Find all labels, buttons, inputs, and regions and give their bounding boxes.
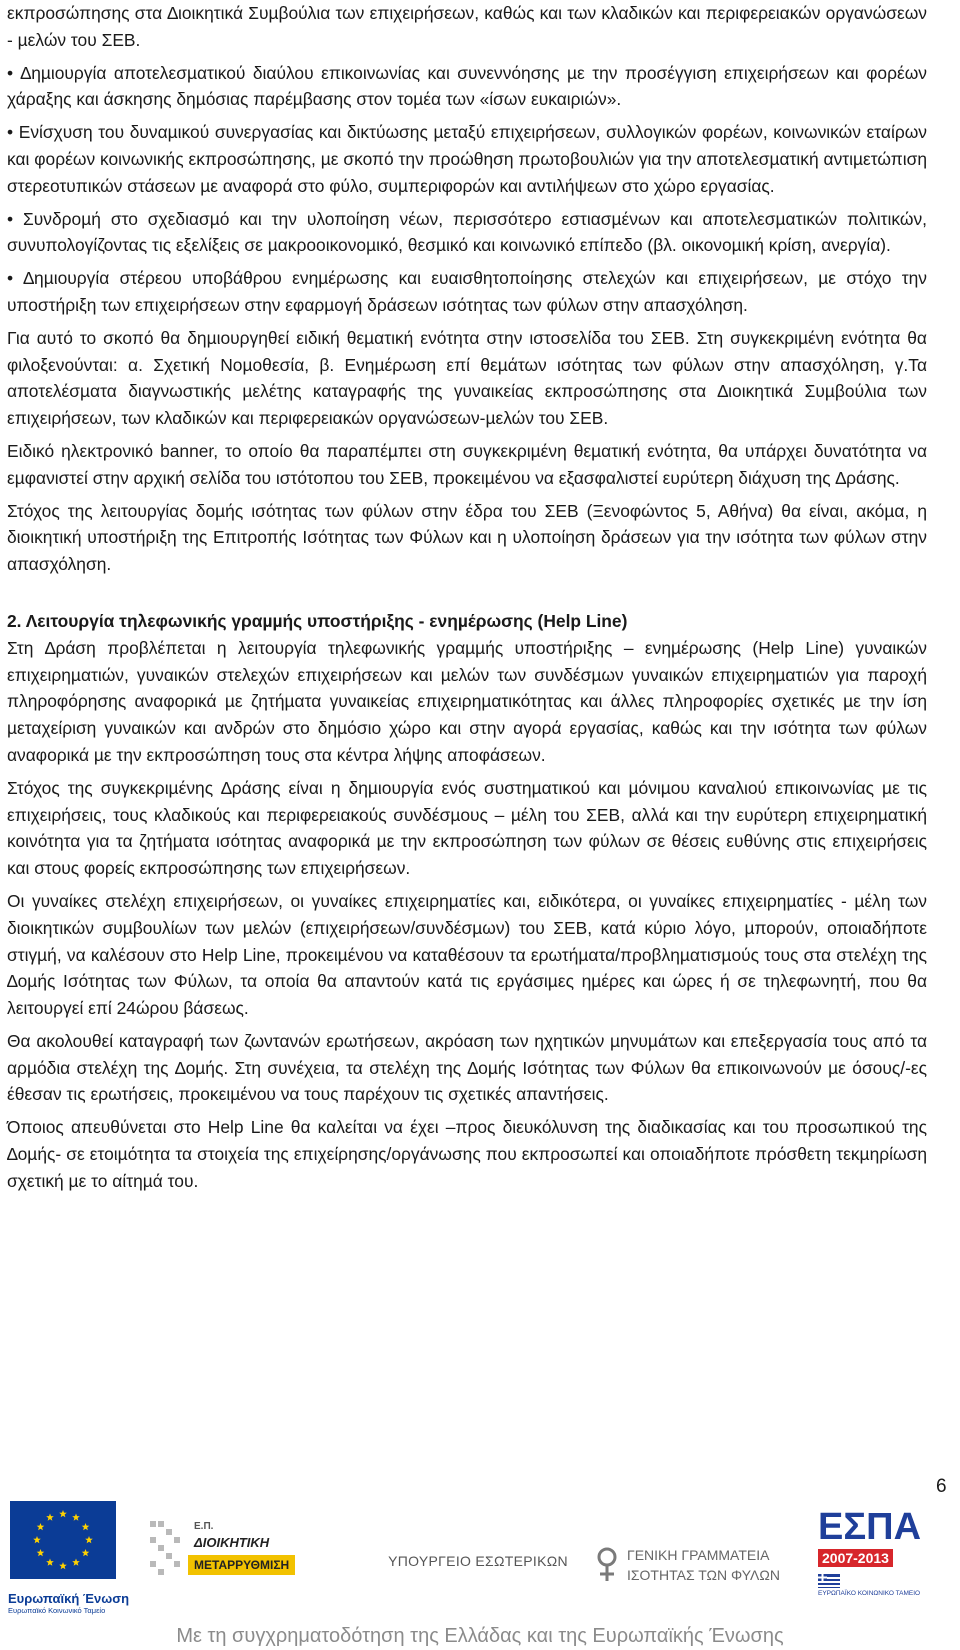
bullet-paragraph: • ∆ηµιουργία αποτελεσµατικού διαύλου επικοινωνίας και συνεννόησης µε την προσέγγιση επιχειρήσεων και φορέων χάραξης και άσκησης δηµόσιας παρέµβασης στον τοµέα των «ίσων ευκαιριών». — [7, 62, 927, 110]
ep-logo — [148, 1513, 328, 1603]
bullet-paragraph: • Συνδροµή στο σχεδιασµό και την υλοποίηση νέων, περισσότερο εστιασµένων και αποτελεσµατικών πολιτικών, συνυπολογίζοντας τις εξελίξεις σε µακροοικονοµικό, θεσµικό και κοινωνικό επίπεδο (βλ. οικονοµική κρίση, ανεργία). — [7, 208, 927, 256]
funding-logos — [8, 1493, 928, 1615]
ep-title-1: ΔΙΟΙΚΗΤΙΚΗ — [194, 1535, 270, 1550]
eu-flag-icon — [8, 1497, 120, 1583]
paragraph: εκπροσώπησης στα ∆ιοικητικά Συµβούλια των επιχειρήσεων, καθώς και των κλαδικών και περιφερειακών οργανώσεων - µελών του ΣΕΒ. — [7, 3, 927, 50]
paragraph: Στόχος της λειτουργίας δοµής ισότητας των φύλων στην έδρα του ΣΕΒ (Ξενοφώντος 5, Αθήνα) θα είναι, ακόµα, η διοικητική υποστήριξη της Επιτροπής Ισότητας των Φύλων και η υλοποίηση δράσεων για την ισότητα των φύλων στην απασχόληση. — [7, 500, 927, 575]
paragraph: Στόχος της συγκεκριµένης ∆ράσης είναι η δηµιουργία ενός συστηµατικού και µόνιµου καναλιού επικοινωνίας µε τις επιχειρήσεις, τους κλαδικούς και περιφερειακούς συνδέσµους – µέλη του ΣΕΒ, αλλά και την ευρύτερη επιχειρηµατική κοινότητα για τα ζητήµατα ισότητας αναφορικά µε την εκπροσώπηση των φύλων σε θέσεις ευθύνης στις επιχειρήσεις και στους φορείς εκπροσώπησης των επιχειρήσεων. — [7, 777, 927, 879]
bullet-paragraph: • Ενίσχυση του δυναµικού συνεργασίας και δικτύωσης µεταξύ επιχειρήσεων, συλλογικών φορέων, κοινωνικών εταίρων και φορέων κοινωνικής εκπροσώπησης, µε σκοπό την προώθηση πρωτοβουλιών για την αποτελεσµατική αντιµετώπιση στερεοτυπικών στάσεων µε αναφορά στο φύλο, συµπεριφορών και αντιλήψεων στο χώρο εργασίας. — [7, 122, 927, 196]
paragraph: Για αυτό το σκοπό θα δηµιουργηθεί ειδική θεµατική ενότητα στην ιστοσελίδα του ΣΕΒ. Στη συγκεκριµένη ενότητα θα φιλοξενούνται: α. Σχετική Νοµοθεσία, β. Ενηµέρωση επί θεµάτων ισότητας των φύλων στην απασχόληση, γ.Τα αποτελέσµατα διαγνωστικής µελέτης καταγραφής της γυναικείας εκπροσώπησης στα ∆ιοικητικά Συµβούλια των επιχειρήσεων, των κλαδικών και περιφερειακών οργανώσεων-µελών του ΣΕΒ. — [7, 327, 927, 429]
document-body — [7, 0, 927, 1195]
section-heading: 2. Λειτουργία τηλεφωνικής γραµµής υποστήριξης - ενηµέρωσης (Help Line) — [7, 610, 628, 631]
gg-line-1: ΓΕΝΙΚΗ ΓΡΑΜΜΑΤΕΙΑ — [627, 1547, 770, 1563]
paragraph: Όποιος απευθύνεται στο Help Line θα καλείται να έχει –προς διευκόλυνση της διαδικασίας και του προσωπικού της ∆οµής- σε ετοιµότητα τα στοιχεία της επιχείρησης/οργάνωσης που εκπροσωπεί και οποιαδήποτε πρόσθετη τεκµηρίωση σχετική µε το αίτηµά του. — [7, 1117, 927, 1191]
espa-sub: ΕΥΡΩΠΑΪΚΟ ΚΟΙΝΩΝΙΚΟ ΤΑΜΕΙΟ — [818, 1590, 921, 1597]
gender-equality-logo — [593, 1541, 803, 1601]
gg-line-2: ΙΣΟΤΗΤΑΣ ΤΩΝ ΦΥΛΩΝ — [627, 1567, 780, 1583]
eu-logo — [8, 1497, 130, 1615]
espa-years: 2007-2013 — [818, 1549, 893, 1567]
ep-title-2: ΜΕΤΑΡΡΥΘΜΙΣΗ — [188, 1555, 295, 1575]
bullet-paragraph: • ∆ηµιουργία στέρεου υποβάθρου ενηµέρωσης και ευαισθητοποίησης στελεχών και επιχειρήσεων, µε στόχο την υποστήριξη των επιχειρήσεων στην εφαρµογή δράσεων ισότητας των φύλων στην απασχόληση. — [7, 268, 927, 315]
paragraph: Στη ∆ράση προβλέπεται η λειτουργία τηλεφωνικής γραµµής υποστήριξης – ενηµέρωσης (Help Line) γυναικών επιχειρηµατιών, γυναικών στελεχών επιχειρήσεων και µελών των συνδέσµων γυναικών επιχειρηµατιών για παροχή πληροφόρησης αναφορικά µε ζητήµατα γυναικείας επιχειρηµατικότητας και άλλες πληροφορίες σχετικές µε την ίση µεταχείριση γυναικών και ανδρών στο δηµόσιο χώρο και στην αγορά εργασίας, καθώς και την ισότητα των φύλων αναφορικά µε την εκπροσώπηση τους στα κέντρα λήψης αποφάσεων. — [7, 637, 927, 765]
paragraph: Θα ακολουθεί καταγραφή των ζωντανών ερωτήσεων, ακρόαση των ηχητικών µηνυµάτων και επεξεργασία τους από τα αρµόδια στελέχη της ∆οµής. Στη συνέχεια, τα στελέχη της ∆οµής Ισότητας των Φύλων θα επικοινωνούν µε όσους/-ες έθεσαν τις ερωτήσεις, προκειµένου να τους παρέχουν τις σχετικές απαντήσεις. — [7, 1030, 927, 1105]
ep-label: Ε.Π. — [194, 1521, 214, 1532]
page-number: 6 — [936, 1476, 947, 1497]
gender-emblem-icon — [593, 1545, 621, 1587]
ep-emblem-icon — [148, 1517, 192, 1587]
cofunding-note: Με τη συγχρηματοδότηση της Ελλάδας και της Ευρωπαϊκής Ένωσης — [176, 1625, 784, 1647]
greek-flag-icon — [818, 1574, 840, 1588]
espa-label: ΕΣΠΑ — [818, 1506, 922, 1548]
paragraph: Οι γυναίκες στελέχη επιχειρήσεων, οι γυναίκες επιχειρηµατίες και, ειδικότερα, οι γυναίκες επιχειρηµατίες - µέλη των διοικητικών συµβουλίων των µελών (επιχειρήσεων/συνδέσµων) του ΣΕΒ, κατά κύριο λόγο, µπορούν, οποιαδήποτε στιγµή, να καλέσουν στο Help Line, προκειµένου να καταθέσουν τα ερωτήµατα/προβληµατισµούς τους στα στελέχη της ∆οµής Ισότητας των Φύλων, τα οποία θα απαντούν κατά τις εργάσιµες ηµέρες και ώρες ή σε τηλεφωνητή, που θα λειτουργεί επί 24ώρου βάσεως. — [7, 890, 927, 1019]
eu-label: Ευρωπαϊκή Ένωση — [8, 1591, 130, 1606]
ministry-label: ΥΠΟΥΡΓΕΙΟ ΕΣΩΤΕΡΙΚΩΝ — [388, 1553, 568, 1569]
eu-sublabel: Ευρωπαϊκό Κοινωνικό Ταμείο — [8, 1606, 106, 1615]
ministry-logo — [353, 1553, 603, 1583]
paragraph: Ειδικό ηλεκτρονικό banner, το οποίο θα παραπέµπει στη συγκεκριµένη θεµατική ενότητα, θα υπάρχει δυνατότητα να εµφανιστεί στην αρχική σελίδα του ιστότοπου του ΣΕΒ, προκειµένου να εξασφαλιστεί ευρύτερη διάχυση της ∆ράσης. — [7, 440, 927, 488]
espa-logo — [818, 1507, 923, 1607]
